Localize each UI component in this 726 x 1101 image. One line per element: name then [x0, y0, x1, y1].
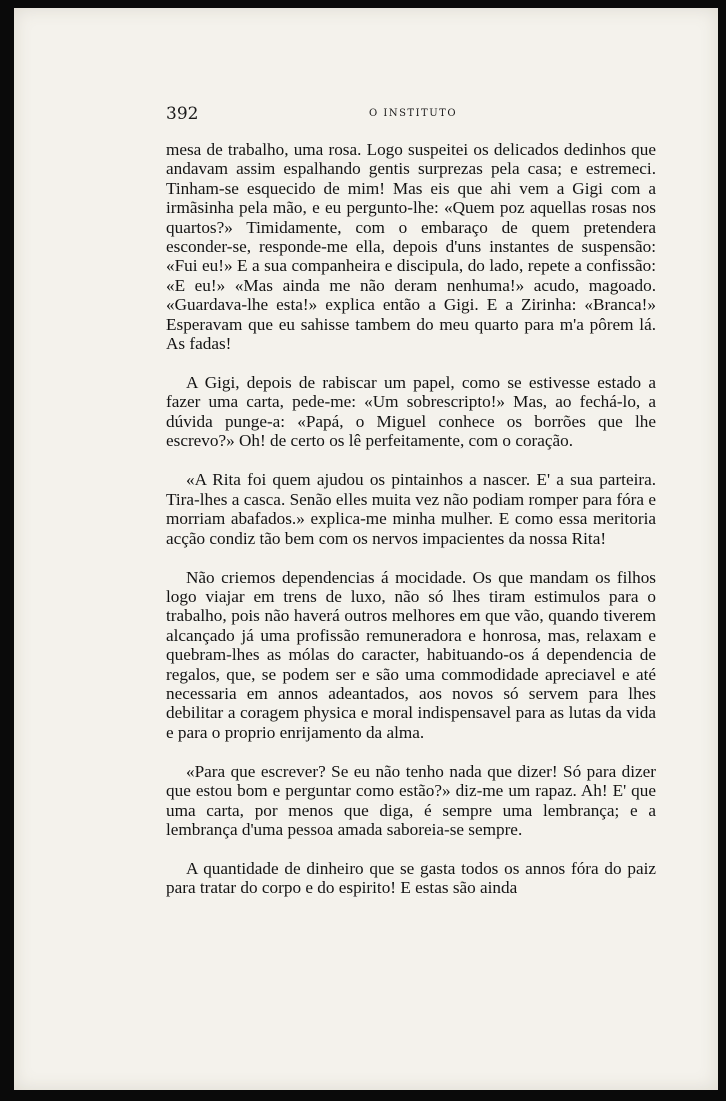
paragraph: «A Rita foi quem ajudou os pintainhos a nascer. E' a sua parteira. Tira-lhes a casca. Senão elles muita vez não podiam romper para fóra e morriam abafados.» explica-me minha mulher. E como essa meritoria acção condiz tão bem com os nervos impacientes da nossa Rita!	[166, 470, 656, 548]
book-page	[14, 8, 718, 1090]
paragraph: A quantidade de dinheiro que se gasta todos os annos fóra do paiz para tratar do corpo e do espirito! E estas são ainda	[166, 858, 656, 898]
running-title: O INSTITUTO	[369, 108, 458, 119]
body-text	[166, 140, 656, 898]
paragraph: «Para que escrever? Se eu não tenho nada que dizer! Só para dizer que estou bom e perguntar como estão?» diz-me um rapaz. Ah! E' que uma carta, por menos que diga, é sempre uma lembrança; e a lembrança d'uma pessoa amada saboreia-se sempre.	[166, 761, 656, 839]
paragraph: A Gigi, depois de rabiscar um papel, como se estivesse estado a fazer uma carta, pede-me: «Um sobrescripto!» Mas, ao fechá-lo, a dúvida punge-a: «Papá, o Miguel conhece os borrões que lhe escrevo?» Oh! de certo os lê perfeitamente, com o coração.	[166, 373, 656, 451]
running-head	[166, 104, 656, 126]
paragraph-continuation: mesa de trabalho, uma rosa. Logo suspeitei os delicados dedinhos que andavam assim espalhando gentis surprezas pela casa; e estremeci. Tinham-se esquecido de mim! Mas eis que ahi vem a Gigi com a irmãsinha pela mão, e eu pergunto-lhe: «Quem poz aquellas rosas nos quartos?» Timidamente, com o embaraço de quem pretendera esconder-se, responde-me ella, depois d'uns instantes de suspensão: «Fui eu!» E a sua companheira e discipula, do lado, repete a confissão: «E eu!» «Mas ainda me não deram nenhuma!» acudo, magoado. «Guardava-lhe esta!» explica então a Gigi. E a Zirinha: «Branca!» Esperavam que eu sahisse tambem do meu quarto para m'a pôrem lá. As fadas!	[166, 140, 656, 354]
page-number: 392	[166, 104, 199, 124]
paragraph: Não criemos dependencias á mocidade. Os que mandam os filhos logo viajar em trens de luxo, não só lhes tiram estimulos para o trabalho, pois não haverá outros melhores em que vão, quando tiverem alcançado já uma profissão remuneradora e honrosa, mas, relaxam e quebram-lhes as mólas do caracter, habituando-os á dependencia de regalos, que, se podem ser e são uma commodidade apreciavel e até necessaria em annos adeantados, aos novos só servem para lhes debilitar a coragem physica e moral indispensavel para as lutas da vida e para o proprio enrijamento da alma.	[166, 567, 656, 742]
